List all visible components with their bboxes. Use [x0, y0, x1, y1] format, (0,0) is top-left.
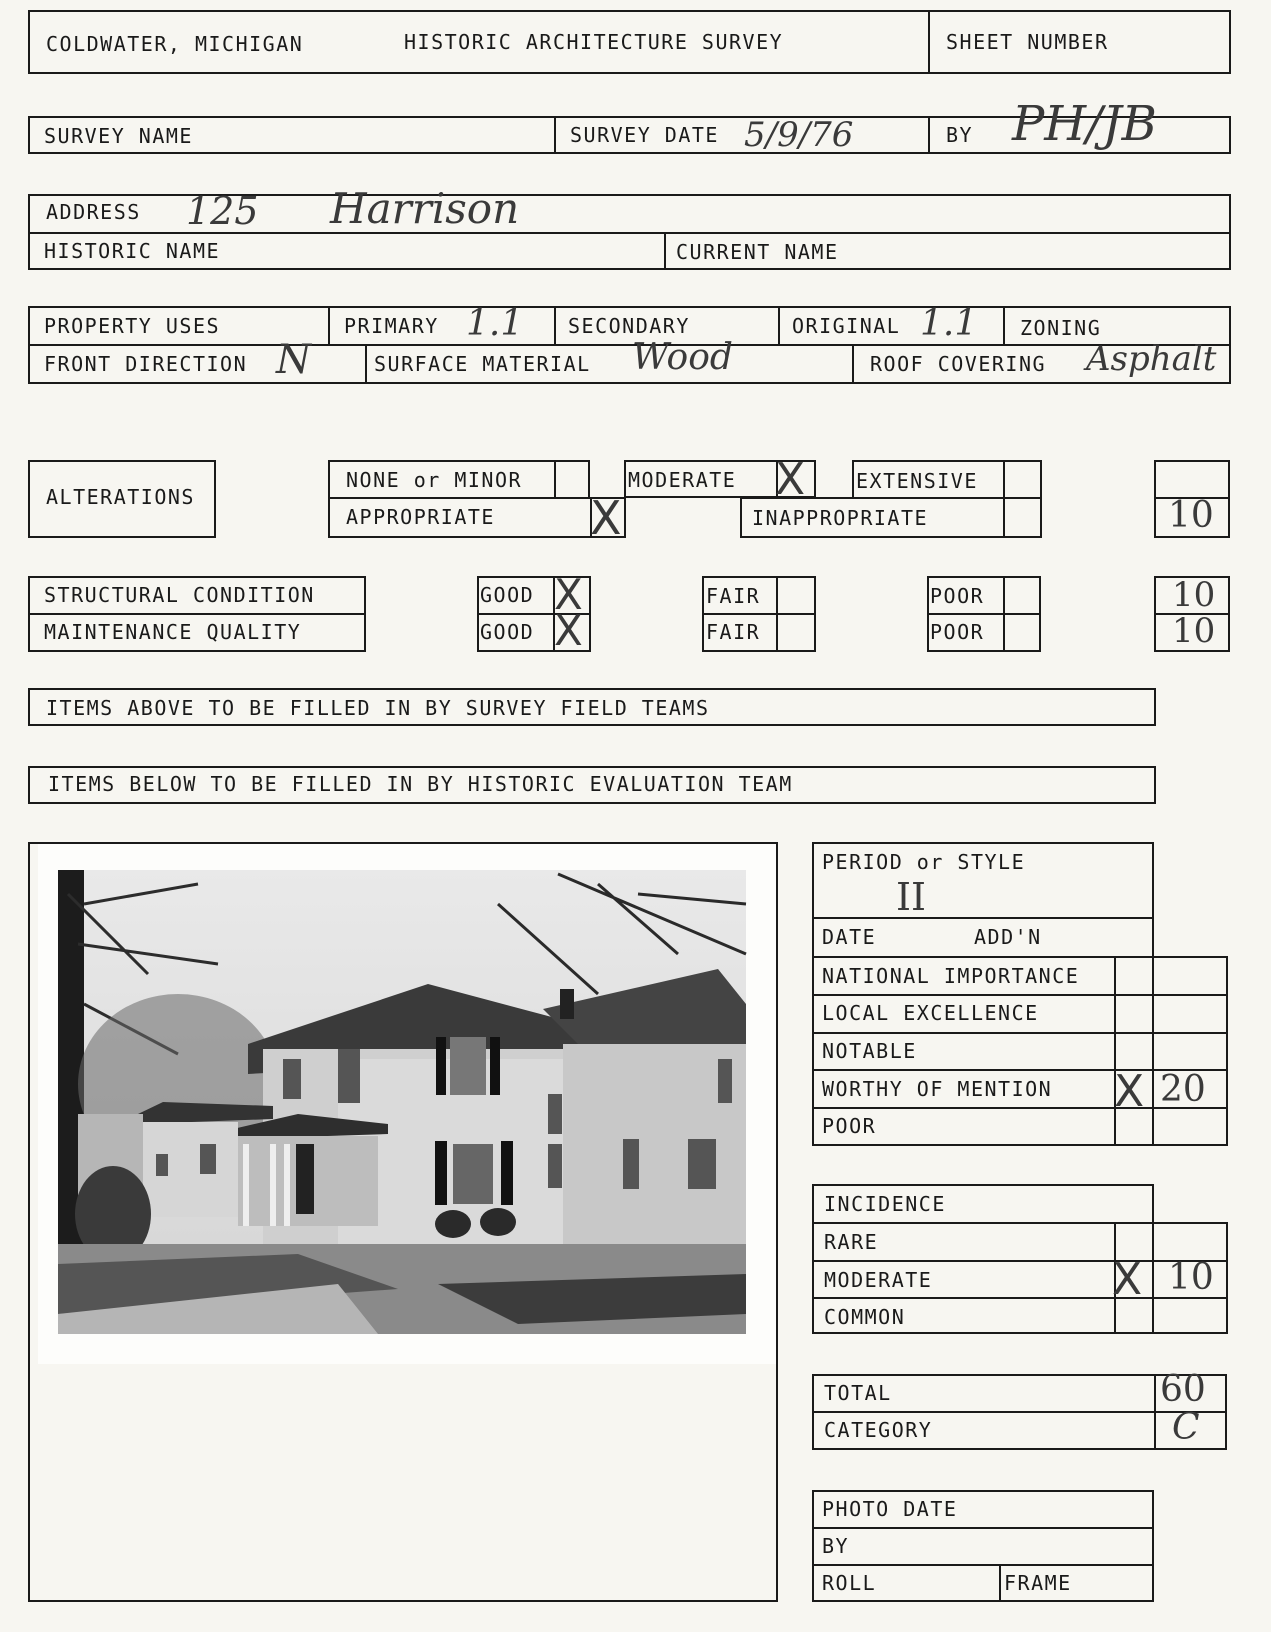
maintenance-fair-label: FAIR [706, 620, 761, 644]
structural-fair-label: FAIR [706, 584, 761, 608]
divider [852, 344, 854, 384]
divider [554, 460, 556, 499]
structural-condition-label: STRUCTURAL CONDITION [44, 583, 315, 607]
divider [812, 1332, 1227, 1334]
divider [927, 613, 1041, 615]
incidence-moderate-check-mark: X [1112, 1254, 1143, 1305]
maintenance-good-label: GOOD [480, 620, 535, 644]
original-value: 1.1 [920, 303, 978, 344]
property-uses-label: PROPERTY USES [44, 314, 221, 338]
city-label: COLDWATER, MICHIGAN [46, 32, 304, 56]
field-teams-note: ITEMS ABOVE TO BE FILLED IN BY SURVEY FIELD TEAMS [46, 696, 710, 720]
roll-label: ROLL [822, 1571, 877, 1595]
period-style-value: II [896, 875, 927, 919]
header-divider [928, 10, 930, 74]
divider [812, 1144, 1227, 1146]
maintenance-good-check-mark: X [554, 606, 583, 655]
primary-label: PRIMARY [344, 314, 439, 338]
divider [1226, 1222, 1228, 1334]
address-label: ADDRESS [46, 200, 141, 224]
survey-by-label: BY [946, 123, 974, 147]
zoning-label: ZONING [1020, 316, 1102, 340]
divider [999, 1564, 1001, 1602]
appropriate-check-mark: X [590, 491, 622, 545]
divider [812, 994, 1227, 996]
divider [812, 1032, 1227, 1034]
notable-label: NOTABLE [822, 1039, 917, 1063]
divider [928, 116, 930, 154]
divider [778, 306, 780, 344]
divider [776, 576, 778, 652]
divider [1226, 956, 1228, 1146]
photo-by-label: BY [822, 1534, 850, 1558]
roof-covering-value: Asphalt [1086, 339, 1217, 379]
survey-name-label: SURVEY NAME [44, 124, 193, 148]
divider [812, 1297, 1227, 1299]
original-label: ORIGINAL [792, 314, 901, 338]
category-label: CATEGORY [824, 1418, 933, 1442]
alterations-label: ALTERATIONS [46, 485, 195, 509]
divider [28, 613, 366, 615]
surface-material-label: SURFACE MATERIAL [374, 352, 591, 376]
front-direction-label: FRONT DIRECTION [44, 352, 248, 376]
historic-name-label: HISTORIC NAME [44, 239, 221, 263]
divider [1003, 576, 1005, 652]
poor-label: POOR [822, 1114, 877, 1138]
appropriate-label: APPROPRIATE [346, 505, 495, 529]
divider [28, 344, 1231, 346]
date-label: DATE [822, 925, 877, 949]
incidence-label: INCIDENCE [824, 1192, 946, 1216]
divider [328, 306, 330, 344]
divider [812, 956, 1227, 958]
photo-date-label: PHOTO DATE [822, 1497, 958, 1521]
worthy-check-mark: X [1114, 1066, 1145, 1117]
alterations-score: 10 [1168, 495, 1214, 536]
national-importance-label: NATIONAL IMPORTANCE [822, 964, 1080, 988]
structural-good-check-mark: X [554, 570, 583, 619]
divider [554, 306, 556, 344]
inappropriate-label: INAPPROPRIATE [752, 506, 929, 530]
roof-covering-label: ROOF COVERING [870, 352, 1047, 376]
sheet-number-label: SHEET NUMBER [946, 30, 1109, 54]
front-direction-value: N [276, 337, 311, 383]
survey-date-value: 5/9/76 [744, 115, 854, 155]
divider [702, 613, 816, 615]
structural-score: 10 [1172, 575, 1216, 615]
evaluation-team-note: ITEMS BELOW TO BE FILLED IN BY HISTORIC EVALUATION TEAM [48, 772, 793, 796]
total-label: TOTAL [824, 1381, 892, 1405]
divider [1003, 497, 1005, 538]
maintenance-quality-label: MAINTENANCE QUALITY [44, 620, 302, 644]
divider [554, 116, 556, 154]
survey-by-value: PH/JB [1012, 96, 1157, 152]
divider [365, 344, 367, 384]
divider [812, 1564, 1154, 1566]
divider [1114, 956, 1116, 1146]
divider [812, 1222, 1227, 1224]
divider [1003, 460, 1005, 499]
none-minor-label: NONE or MINOR [346, 468, 523, 492]
structural-good-label: GOOD [480, 583, 535, 607]
divider [812, 1411, 1227, 1413]
house-photo-image [38, 844, 776, 1364]
rare-label: RARE [824, 1230, 879, 1254]
incidence-moderate-score: 10 [1168, 1257, 1214, 1298]
surface-material-value: Wood [632, 337, 733, 378]
address-number: 125 [186, 189, 259, 233]
total-value: 60 [1160, 1369, 1206, 1410]
divider [664, 232, 666, 270]
secondary-label: SECONDARY [568, 314, 690, 338]
common-label: COMMON [824, 1305, 906, 1329]
survey-date-label: SURVEY DATE [570, 123, 719, 147]
moderate-check-mark: X [775, 454, 806, 505]
worthy-of-mention-label: WORTHY OF MENTION [822, 1077, 1053, 1101]
incidence-moderate-label: MODERATE [824, 1268, 933, 1292]
primary-value: 1.1 [466, 303, 524, 344]
maintenance-poor-label: POOR [930, 620, 985, 644]
house-photograph [38, 844, 776, 1364]
divider [1154, 1374, 1156, 1450]
maintenance-score: 10 [1172, 611, 1216, 651]
divider [812, 917, 1154, 919]
category-value: C [1172, 1407, 1200, 1448]
structural-poor-label: POOR [930, 584, 985, 608]
frame-label: FRAME [1004, 1571, 1072, 1595]
worthy-score: 20 [1160, 1069, 1206, 1110]
address-street: Harrison [330, 184, 520, 233]
moderate-label: MODERATE [628, 468, 737, 492]
addn-label: ADD'N [974, 925, 1042, 949]
divider [812, 1260, 1227, 1262]
local-excellence-label: LOCAL EXCELLENCE [822, 1001, 1039, 1025]
divider [1003, 306, 1005, 344]
current-name-label: CURRENT NAME [676, 240, 839, 264]
divider [812, 1527, 1154, 1529]
extensive-label: EXTENSIVE [856, 469, 978, 493]
period-style-label: PERIOD or STYLE [822, 850, 1026, 874]
form-title: HISTORIC ARCHITECTURE SURVEY [404, 30, 784, 54]
